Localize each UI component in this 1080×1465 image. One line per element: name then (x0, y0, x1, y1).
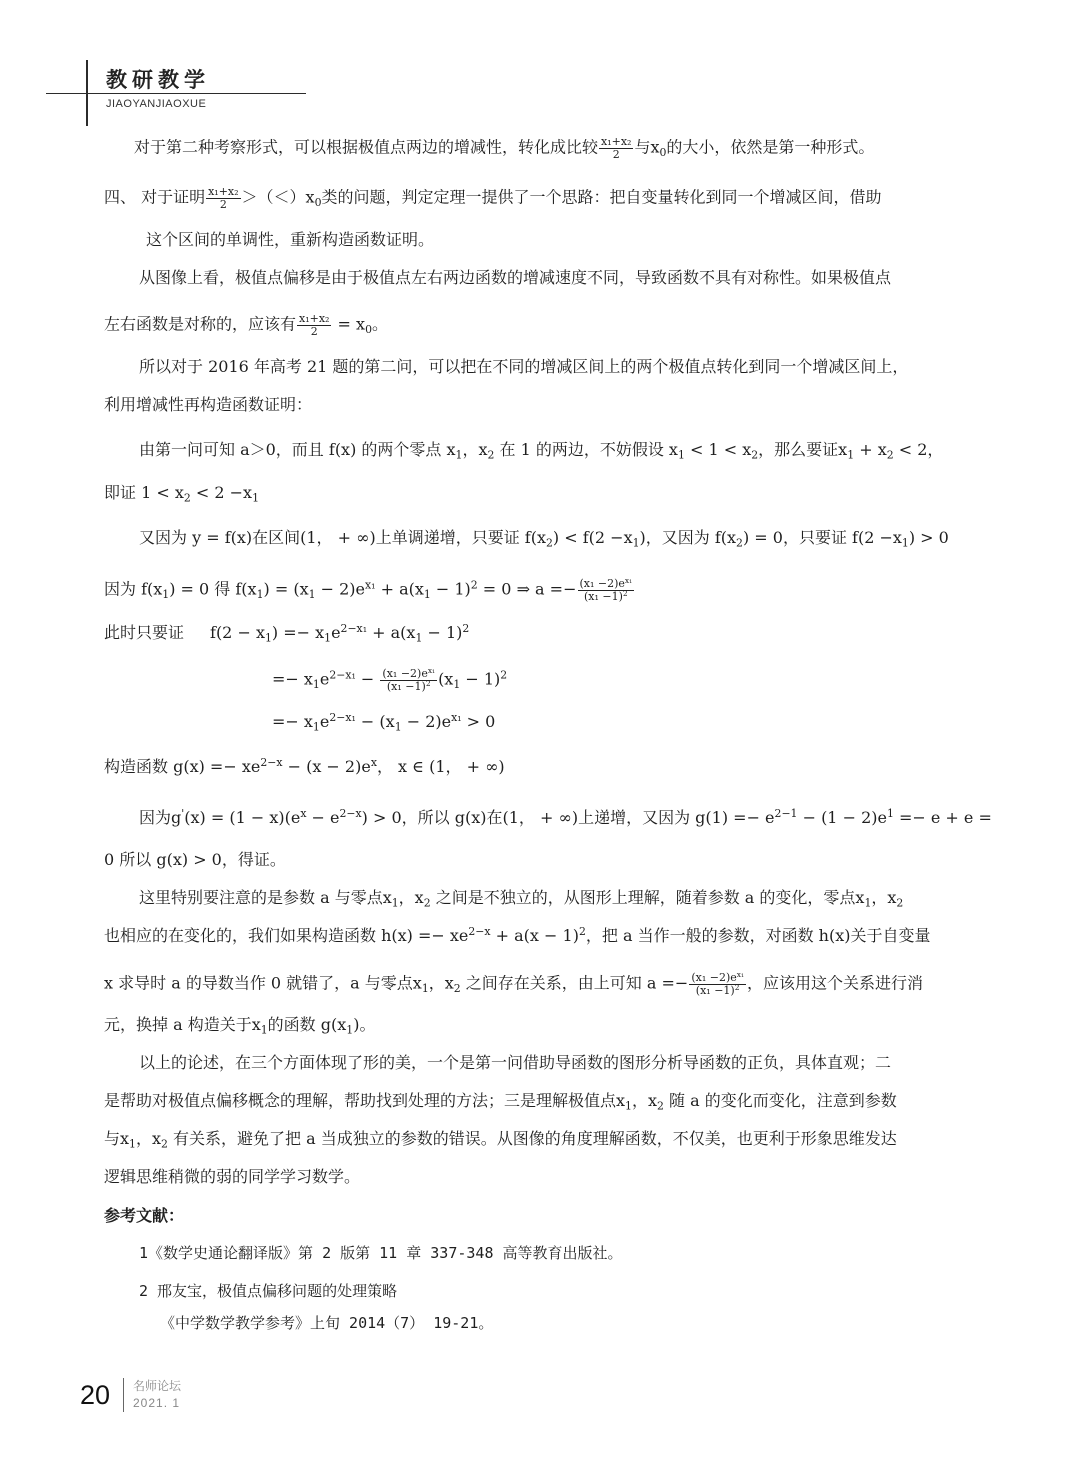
paragraph-line: 所以对于 2016 年高考 21 题的第二问，可以把在不同的增减区间上的两个极值点转化到同一个增减区间上， (139, 357, 909, 376)
paragraph-line: 四、 对于证明 $\frac{\text{x₁+x₂}}{2}$ $>(<)x_0$类的问题，判定定理一提供了一个思路：把自变量转化到同一个增减区间，借助 (104, 185, 882, 211)
reference-item: 1《数学史通论翻译版》第 2 版第 11 章 337-348 高等教育出版社。 (139, 1244, 623, 1262)
paragraph-line: 以上的论述，在三个方面体现了形的美，一个是第一问借助导函数的图形分析导函数的正负，具体直观；二 (139, 1053, 892, 1072)
reference-item: 2 邢友宝，极值点偏移问题的处理策略 (139, 1282, 398, 1300)
footer-issue-date: 2021. 1 (133, 1396, 181, 1410)
equation-line: 构造函数 $g(x) =- xe^{2-x} - (x - 2)e^x$， x ∈ (1， + ∞) (104, 756, 505, 776)
footer-divider (123, 1378, 124, 1412)
journal-section-title: 教研教学 (106, 68, 210, 92)
paragraph-line: 0 所以 g(x) > 0，得证。 (104, 850, 286, 869)
paragraph-line: 又因为 y = f(x)在区间(1， + ∞)上单调递增，只要证 $f(x_2) < f(2 -x_1)$，又因为 $f(x_2) = 0$，只要证 $f(2 -x_1) > 0$ (139, 528, 949, 550)
paragraph-line: 利用增减性再构造函数证明： (104, 395, 313, 414)
paragraph-line: 左右函数是对称的，应该有 $\frac{\text{x₁+x₂}}{2}$ = $x_0$。 (104, 312, 389, 338)
fraction: $\frac{\text{x₁+x₂}}{2}$ (299, 312, 330, 338)
page-number: 20 (80, 1380, 111, 1410)
paragraph-line: 这里特别要注意的是参数 a 与零点$x_1$，$x_2$ 之间是不独立的，从图形上理解，随着参数 a 的变化，零点$x_1$，$x_2$ (139, 888, 904, 910)
equation-line: 此时只要证 $f(2 - x_1) =- x_1e^{2-x_1} + a(x_1 - 1)^2$ (104, 622, 470, 645)
paragraph-line: 也相应的在变化的，我们如果构造函数 $h(x) =- xe^{2-x} + a(x - 1)^2$，把 a 当作一般的参数，对函数 h(x)关于自变量 (104, 925, 931, 945)
paragraph-line: x 求导时 a 的导数当作 0 就错了，a 与零点$x_1$，$x_2$ 之间存在关系，由上可知 a =− $\frac{(x_1 -2)e^{x_1}}{(x_1 -1)^2}$ ，应该用这个关系进行消 (104, 969, 923, 997)
footer-column-name: 名师论坛 (133, 1379, 182, 1393)
fraction: $\frac{(x_1 -2)e^{x_1}}{(x_1 -1)^2}$ (579, 575, 633, 603)
paragraph-line: 这个区间的单调性，重新构造函数证明。 (146, 230, 435, 249)
fraction: $\frac{(x_1 -2)e^{x_1}}{(x_1 -1)^2}$ (382, 665, 436, 693)
references-heading: 参考文献： (104, 1206, 185, 1225)
paragraph-line: 即证 $1 < x_2 < 2 -x_1$ (104, 483, 259, 505)
fraction: $\frac{\text{x₁+x₂}}{2}$ (601, 135, 632, 161)
paragraph-line: 是帮助对极值点偏移概念的理解，帮助找到处理的方法；三是理解极值点$x_1$，$x_2$ 随 a 的变化而变化，注意到参数 (104, 1091, 897, 1113)
reference-item: 《中学数学教学参考》上旬 2014（7） 19-21。 (160, 1314, 494, 1332)
paragraph-line: 从图像上看，极值点偏移是由于极值点左右两边函数的增减速度不同，导致函数不具有对称性。如果极值点 (139, 268, 892, 287)
equation-line: 因为 $f(x_1) = 0$ 得 $f(x_1) = (x_1 - 2)e^{x_1} + a(x_1 - 1)^2 = 0$ ⇒ a =− $\frac{(x_1 -2)e^{x_1}}{(x_1 -1)^2}$ (104, 575, 633, 603)
paragraph-line: 逻辑思维稍微的弱的同学学习数学。 (104, 1167, 361, 1186)
paragraph-line: 由第一问可知 a＞0，而且 f(x) 的两个零点 $x_1$，$x_2$ 在 1 的两边，不妨假设 $x_1 < 1 < x_2$，那么要证$x_1 + x_2 < 2$， (139, 440, 944, 462)
paragraph-line: 因为$g'(x) = (1 - x)(e^x - e^{2-x}) > 0$，所以 g(x)在(1， + ∞)上递增，又因为 $g(1) =- e^{2-1} - (1 - 2)e^1 =- e + e$ = (139, 807, 992, 827)
paragraph-line: 与$x_1$，$x_2$ 有关系，避免了把 a 当成独立的参数的错误。从图像的角度理解函数，不仅美，也更利于形象思维发达 (104, 1129, 897, 1151)
fraction: $\frac{(x_1 -2)e^{x_1}}{(x_1 -1)^2}$ (691, 969, 744, 997)
fraction: $\frac{\text{x₁+x₂}}{2}$ (208, 185, 239, 211)
journal-section-subtitle: JIAOYANJIAOXUE (106, 98, 207, 110)
paragraph-line: 对于第二种考察形式，可以根据极值点两边的增减性，转化成比较 $\frac{\text{x₁+x₂}}{2}$ 与$x_0$的大小，依然是第一种形式。 (134, 135, 875, 161)
equation-line: =− $x_1e^{2-x_1}$ − $\frac{(x_1 -2)e^{x_1}}{(x_1 -1)^2}$ $(x_1 - 1)^2$ (272, 665, 508, 693)
equation-line: =− $x_1e^{2-x_1} - (x_1 - 2)e^{x_1} > 0$ (272, 711, 496, 734)
paragraph-line: 元，换掉 a 构造关于$x_1$的函数 $g(x_1)$。 (104, 1015, 376, 1037)
